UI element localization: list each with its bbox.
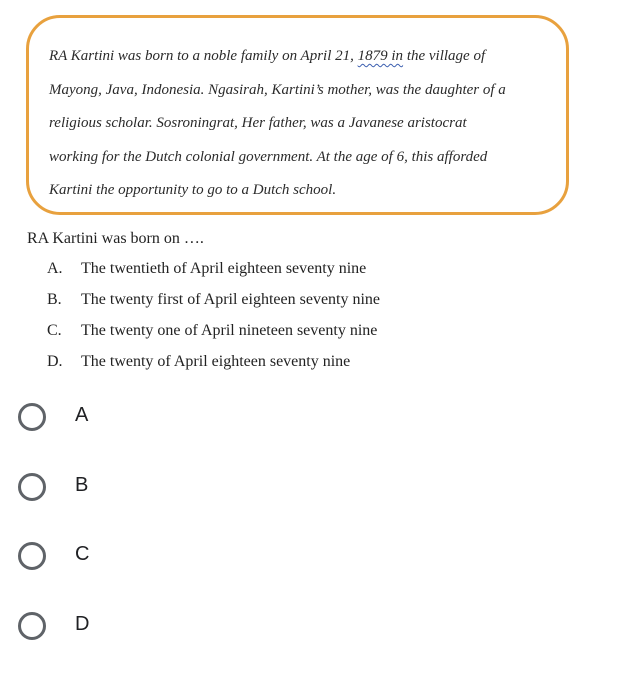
reading-passage [26, 15, 569, 215]
choice-d[interactable] [18, 612, 218, 648]
question-text: RA Kartini was born on …. [27, 230, 204, 247]
choice-c[interactable] [18, 542, 218, 578]
choice-label: B [75, 474, 89, 496]
option-a-line [47, 260, 366, 278]
choice-a[interactable] [18, 403, 218, 439]
radio-button[interactable] [18, 473, 46, 501]
choice-b[interactable] [18, 473, 218, 509]
choice-label: A [75, 404, 89, 426]
passage-line-4: working for the Dutch colonial government. At the age of 6, this afforded [49, 148, 488, 165]
radio-button[interactable] [18, 612, 46, 640]
passage-line-3: religious scholar. Sosroningrat, Her father, was a Javanese aristocrat [49, 115, 467, 131]
radio-button[interactable] [18, 542, 46, 570]
option-letter: A. [47, 260, 63, 277]
option-b-line [47, 291, 380, 309]
passage-line-1 [49, 40, 548, 74]
passage-text: RA Kartini was born to a noble family on April 21, [49, 48, 358, 64]
choice-label: C [75, 543, 90, 565]
option-text: The twentieth of April eighteen seventy nine [81, 260, 367, 277]
option-text: The twenty of April eighteen seventy nine [81, 353, 351, 370]
choice-label: D [75, 613, 90, 635]
passage-text: the village of [403, 48, 486, 64]
option-c-line [47, 322, 377, 340]
radio-button[interactable] [18, 403, 46, 431]
option-d-line [47, 353, 350, 371]
passage-line-2: Mayong, Java, Indonesia. Ngasirah, Kartini’s mother, was the daughter of a [49, 81, 506, 98]
option-letter: C. [47, 322, 62, 339]
option-text: The twenty one of April nineteen seventy nine [81, 322, 378, 339]
option-text: The twenty first of April eighteen seventy nine [81, 291, 381, 308]
spellcheck-underlined-text: 1879 in [357, 48, 404, 64]
passage-line-5: Kartini the opportunity to go to a Dutch school. [49, 182, 337, 198]
option-letter: B. [47, 291, 62, 308]
option-letter: D. [47, 353, 63, 370]
